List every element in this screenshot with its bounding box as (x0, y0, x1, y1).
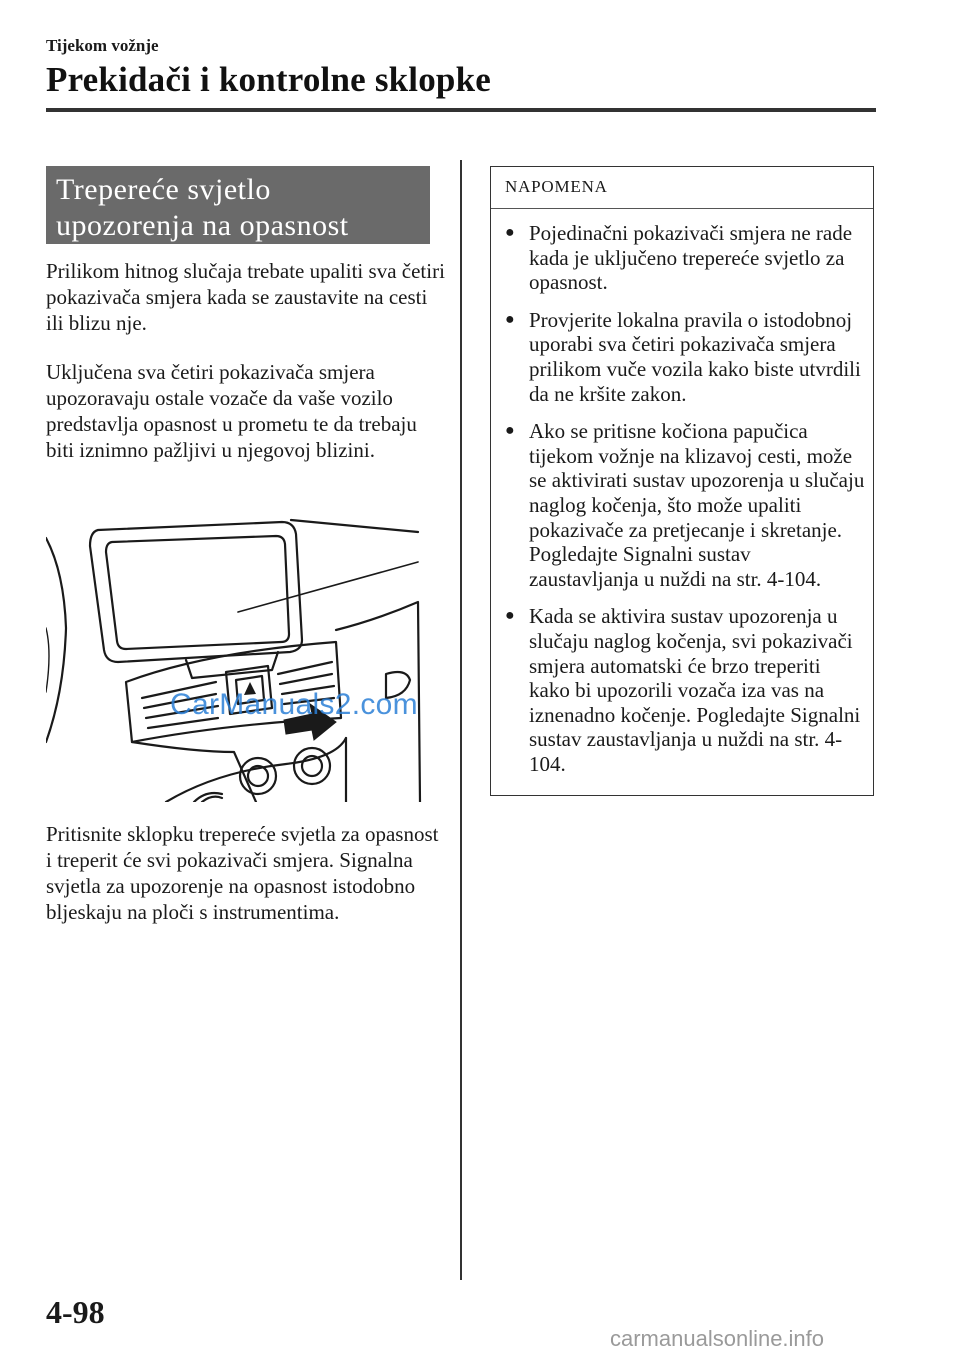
watermark-text: CarManuals2.com (170, 688, 418, 721)
note-list (491, 209, 873, 776)
steering-wheel-arc (46, 538, 66, 742)
note-label: NAPOMENA (491, 167, 873, 209)
knob-right (294, 748, 330, 784)
bullet-icon: ● (505, 607, 515, 625)
dashboard-drawing (46, 502, 436, 802)
page-number: 4-98 (46, 1294, 105, 1330)
column-divider (460, 160, 462, 1280)
display-screen (106, 536, 289, 649)
dashboard-illustration (46, 502, 436, 802)
section-heading (46, 166, 430, 244)
note-item (491, 604, 873, 776)
running-head: Tijekom vožnje (46, 36, 159, 55)
explanation-paragraph: Uključena sva četiri pokazivača smjera upozoravaju ostale vozače da vaše vozilo predstavlja opasnost u prometu te da trebaju biti iznimno pažljivi u njegovoj blizini. (46, 360, 417, 462)
instruction-paragraph: Pritisnite sklopku trepereće svjetla za opasnost i treperit će svi pokazivači smjera. Signalna svjetla za upozorenje na opasnost istodobno bljeskaju na ploči s instrumentima. (46, 822, 439, 924)
footer-site-text: carmanualsonline.info (610, 1326, 825, 1351)
note-item-text: Provjerite lokalna pravila o istodobnoj uporabi sva četiri pokazivača smjera prilikom vuče vozila kako biste utvrdili da ne kršite zakon. (529, 307, 861, 406)
section-heading-line2: upozorenja na opasnost (56, 209, 349, 242)
note-item-text: Kada se aktivira sustav upozorenja u slučaju naglog kočenja, svi pokazivači smjera automatski će brzo treperiti kako bi upozorili vozača iza vas na iznenadno kočenje. Pogledajte Signalni sustav zaustavljanja u nuždi na str. 4-104. (529, 604, 861, 776)
title-rule (46, 108, 876, 112)
note-item (491, 221, 873, 295)
dash-top-edge (291, 520, 418, 532)
note-box (490, 166, 874, 796)
note-item (491, 308, 873, 406)
page-title: Prekidači i kontrolne sklopke (46, 60, 491, 99)
note-item (491, 419, 873, 591)
bullet-icon: ● (505, 310, 515, 328)
note-item-text: Pojedinačni pokazivači smjera ne rade kada je uključeno trepereće svjetlo za opasnost. (529, 221, 853, 295)
note-item-text: Ako se pritisne kočiona papučica tijekom vožnje na klizavoj cesti, može se aktivirati sustav upozorenja u slučaju naglog kočenja, što može upaliti pokazivače za pretjecanje i skretanje. Pogledajte Signalni sustav zaustavljanja u nuždi na str. 4-104. (529, 419, 865, 591)
section-heading-line1: Trepereće svjetlo (56, 173, 271, 206)
display-bezel (90, 522, 302, 662)
bullet-icon: ● (505, 224, 515, 241)
intro-paragraph: Prilikom hitnog slučaja trebate upaliti sva četiri pokazivača smjera kada se zaustavite na cesti ili blizu nje. (46, 259, 445, 335)
bullet-icon: ● (505, 422, 515, 440)
